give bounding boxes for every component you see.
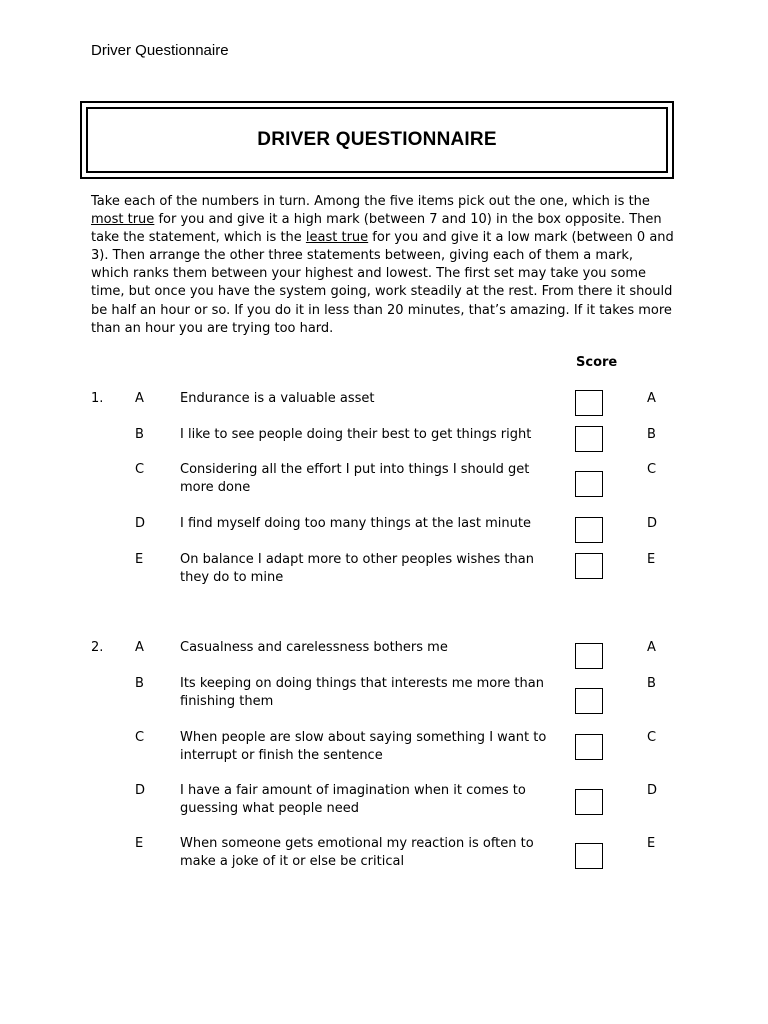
item-letter-right: A <box>647 391 656 406</box>
most-true-emphasis: most true <box>91 212 155 228</box>
score-input-box[interactable] <box>575 553 603 579</box>
instructions-text-1: Take each of the numbers in turn. Among the five items pick out the one, which is the <box>91 194 650 209</box>
score-input-box[interactable] <box>575 688 603 714</box>
item-letter: D <box>135 783 146 798</box>
item-letter-right: D <box>647 516 658 531</box>
statement-text: Casualness and carelessness bothers me <box>180 640 448 655</box>
statement-text: When people are slow about saying something I want to interrupt or finish the sentence <box>180 730 547 763</box>
score-input-box[interactable] <box>575 390 603 416</box>
item-letter: C <box>135 462 145 477</box>
item-letter-right: E <box>647 552 656 567</box>
score-input-box[interactable] <box>575 517 603 543</box>
item-letter: B <box>135 676 144 691</box>
statement-text: I like to see people doing their best to get things right <box>180 427 532 442</box>
statement-text: I find myself doing too many things at the last minute <box>180 516 531 531</box>
item-letter-right: A <box>647 640 656 655</box>
item-letter-right: B <box>647 427 656 442</box>
item-letter-right: B <box>647 676 656 691</box>
question-number: 2. <box>91 640 104 655</box>
statement-text: I have a fair amount of imagination when it comes to guessing what people need <box>180 783 526 816</box>
least-true-emphasis: least true <box>305 230 369 246</box>
instructions-paragraph <box>91 193 675 338</box>
score-input-box[interactable] <box>575 843 603 869</box>
statement-text: Considering all the effort I put into things I should get more done <box>180 462 530 495</box>
statement-text: On balance I adapt more to other peoples wishes than they do to mine <box>180 552 534 585</box>
statement-text: Its keeping on doing things that interests me more than finishing them <box>180 676 544 709</box>
instructions-text-3: for you and give it a low mark (between 0 and 3). Then arrange the other three statements between, giving each of them a mark, which ranks them between your highest and lowest. The first set may take you some time, but once you have the system going, work steadily at the rest. From there it should be half an hour or so. If you do it in less than 20 minutes, that’s amazing. If it takes more than an hour you are trying too hard. <box>91 230 674 336</box>
page-title: DRIVER QUESTIONNAIRE <box>257 129 497 150</box>
score-input-box[interactable] <box>575 643 603 669</box>
score-input-box[interactable] <box>575 471 603 497</box>
item-letter: D <box>135 516 146 531</box>
score-input-box[interactable] <box>575 789 603 815</box>
page-header: Driver Questionnaire <box>91 42 229 59</box>
question-number: 1. <box>91 391 104 406</box>
item-letter-right: C <box>647 730 657 745</box>
item-letter: A <box>135 391 144 406</box>
item-letter: A <box>135 640 144 655</box>
instructions-text-2: for you and give it a high mark (between 7 and 10) in the box opposite. Then take the statement, which is the <box>91 212 662 246</box>
item-letter: E <box>135 552 144 567</box>
item-letter: B <box>135 427 144 442</box>
score-column-header: Score <box>576 355 618 370</box>
statement-text: When someone gets emotional my reaction is often to make a joke of it or else be critical <box>180 836 534 869</box>
score-input-box[interactable] <box>575 734 603 760</box>
statement-text: Endurance is a valuable asset <box>180 391 375 406</box>
item-letter-right: E <box>647 836 656 851</box>
item-letter: C <box>135 730 145 745</box>
item-letter-right: C <box>647 462 657 477</box>
score-input-box[interactable] <box>575 426 603 452</box>
item-letter: E <box>135 836 144 851</box>
title-box <box>80 101 674 179</box>
title-box-inner-border <box>86 107 668 173</box>
item-letter-right: D <box>647 783 658 798</box>
